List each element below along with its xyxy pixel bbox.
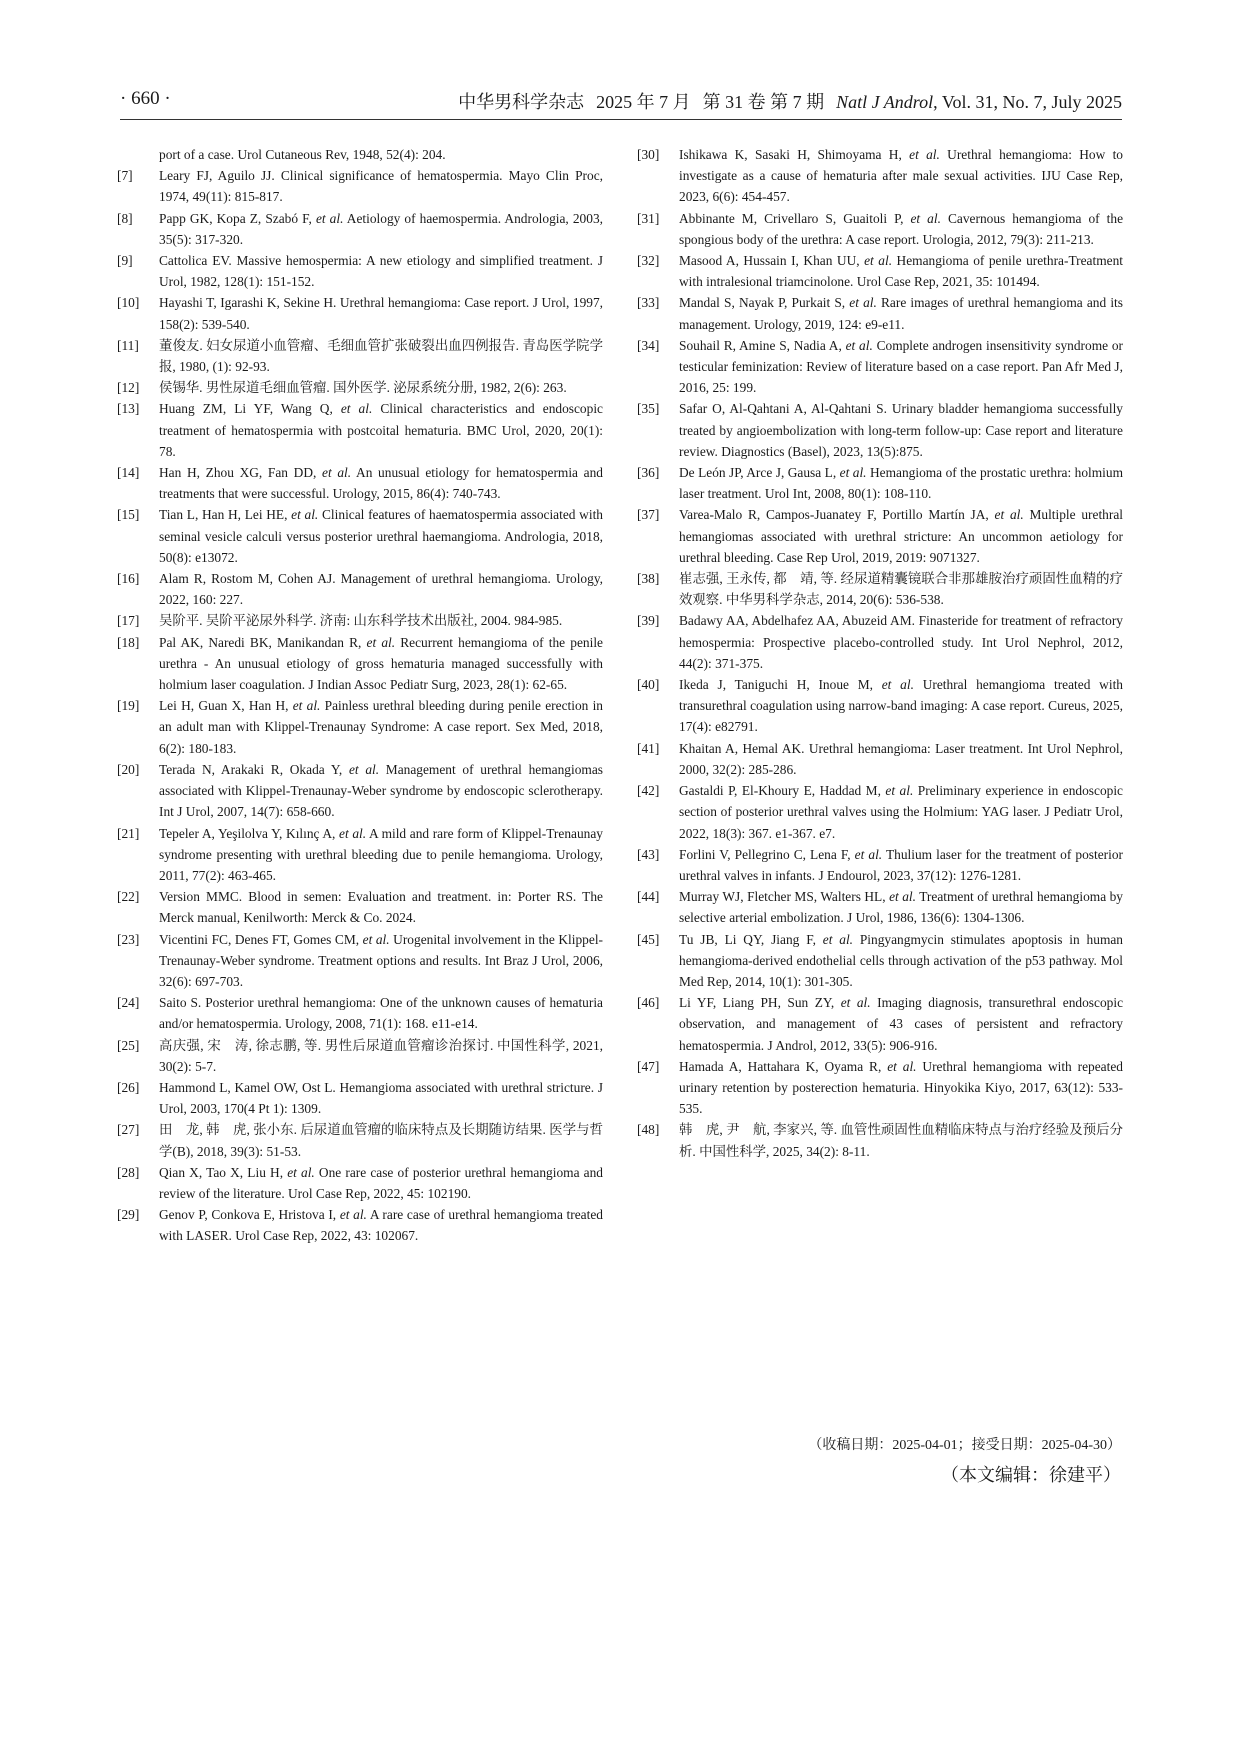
reference-number: [44]: [637, 889, 660, 905]
reference-number: [27]: [117, 1122, 140, 1138]
reference-text: Vicentini FC, Denes FT, Gomes CM, et al. Urogenital involvement in the Klippel-Trenaunay-Weber syndrome. Treatment options and results. Int Braz J Urol, 2006, 32(6): 697-703.: [159, 931, 603, 989]
journal-title-en: Natl J Androl: [836, 92, 934, 112]
reference-item: [117, 695, 604, 759]
reference-item: [637, 886, 1123, 928]
reference-item: [117, 250, 603, 292]
reference-item: [637, 335, 1123, 399]
reference-item: [117, 292, 603, 334]
reference-item: [637, 568, 1123, 610]
reference-text: Forlini V, Pellegrino C, Lena F, et al. Thulium laser for the treatment of posterior urethral valves in infants. J Endourol, 2023, 37(12): 1276-1281.: [679, 846, 1123, 883]
journal-title-cn: 中华男科学杂志: [458, 92, 585, 112]
reference-number: [11]: [117, 337, 139, 353]
reference-number: [9]: [117, 253, 133, 269]
reference-number: [31]: [637, 210, 660, 226]
reference-text: 侯锡华. 男性尿道毛细血管瘤. 国外医学. 泌尿系统分册, 1982, 2(6): 263.: [159, 380, 567, 396]
reference-number: [15]: [117, 507, 140, 523]
reference-text: Lei H, Guan X, Han H, et al. Painless urethral bleeding during penile erection in an adult man with Klippel-Trenaunay Syndrome: A case report. Sex Med, 2018, 6(2): 180-183.: [159, 698, 604, 756]
reference-number: [33]: [637, 295, 660, 311]
reference-text: Leary FJ, Aguilo JJ. Clinical significance of hematospermia. Mayo Clin Proc, 1974, 49(11): 815-817.: [159, 168, 603, 205]
reference-item: [117, 1077, 603, 1119]
reference-item: [117, 610, 603, 631]
reference-number: [45]: [637, 931, 660, 947]
reference-number: [25]: [117, 1037, 140, 1053]
reference-text: Version MMC. Blood in semen: Evaluation and treatment. in: Porter RS. The Merck manual, Kenilworth: Merck & Co. 2024.: [159, 889, 603, 926]
header-rule: [120, 119, 1122, 120]
reference-text: Li YF, Liang PH, Sun ZY, et al. Imaging diagnosis, transurethral endoscopic observation, and management of 43 cases of persistent and refractory hematospermia. J Androl, 2012, 33(5): 906-916.: [679, 995, 1124, 1053]
reference-item: [117, 823, 603, 887]
reference-number: [30]: [637, 147, 660, 162]
reference-item: [637, 398, 1123, 462]
reference-number: [39]: [637, 613, 660, 629]
reference-text: Abbinante M, Crivellaro S, Guaitoli P, et al. Cavernous hemangioma of the spongious body of the urethra: A case report. Urologia, 2012, 79(3): 211-213.: [679, 210, 1124, 247]
reference-number: [41]: [637, 740, 660, 756]
reference-number: [18]: [117, 634, 140, 650]
reference-text: Badawy AA, Abdelhafez AA, Abuzeid AM. Finasteride for treatment of refractory hemospermia: Prospective placebo-controlled study. Int Urol Nephrol, 2012, 44(2): 371-375.: [679, 613, 1123, 671]
reference-item: [117, 208, 603, 250]
reference-text: Ishikawa K, Sasaki H, Shimoyama H, et al. Urethral hemangioma: How to investigate as a cause of hematuria after male sexual activities. IJU Case Rep, 2023, 6(6): 454-457.: [679, 147, 1123, 205]
reference-text: Ikeda J, Taniguchi H, Inoue M, et al. Urethral hemangioma treated with transurethral coagulation using narrow-band imaging: A case report. Cureus, 2025, 17(4): e82791.: [679, 677, 1123, 735]
volume-cn: 第 31 卷 第 7 期: [702, 92, 825, 112]
reference-item: [117, 632, 603, 696]
reference-text: Cattolica EV. Massive hemospermia: A new etiology and simplified treatment. J Urol, 1982, 128(1): 151-152.: [159, 253, 603, 290]
reference-text: De León JP, Arce J, Gausa L, et al. Hemangioma of the prostatic urethra: holmium laser treatment. Urol Int, 2008, 80(1): 108-110.: [679, 465, 1123, 502]
references-right-column: [637, 144, 1124, 1162]
reference-number: [38]: [637, 571, 660, 587]
reference-number: [28]: [117, 1164, 140, 1180]
reference-item: [117, 335, 603, 377]
reference-item: [117, 398, 603, 462]
reference-number: [22]: [117, 889, 140, 905]
reference-item: [637, 144, 1123, 208]
reference-number: [40]: [637, 677, 660, 693]
reference-number: [17]: [117, 613, 140, 629]
reference-number: [26]: [117, 1079, 140, 1095]
reference-text: 田 龙, 韩 虎, 张小东. 后尿道血管瘤的临床特点及长期随访结果. 医学与哲学(B), 2018, 39(3): 51-53.: [159, 1122, 603, 1159]
reference-item: [637, 780, 1123, 844]
page-header: [120, 86, 1122, 114]
reference-text: Mandal S, Nayak P, Purkait S, et al. Rare images of urethral hemangioma and its management. Urology, 2019, 124: e9-e11.: [679, 295, 1123, 332]
reference-number: [10]: [117, 295, 140, 311]
reference-number: [13]: [117, 401, 140, 417]
reference-item: [117, 1204, 603, 1246]
reference-text: 吴阶平. 吴阶平泌尿外科学. 济南: 山东科学技术出版社, 2004. 984-985.: [159, 613, 563, 629]
reference-text: Hammond L, Kamel OW, Ost L. Hemangioma associated with urethral stricture. J Urol, 2003, 170(4 Pt 1): 1309.: [159, 1079, 603, 1117]
reference-item: [117, 1162, 603, 1204]
running-head: [458, 88, 1122, 114]
reference-text: 崔志强, 王永传, 都 靖, 等. 经尿道精囊镜联合非那雄胺治疗顽固性血精的疗效观察. 中华男科学杂志, 2014, 20(6): 536-538.: [679, 571, 1123, 608]
reference-item: [637, 292, 1123, 334]
reference-number: [12]: [117, 380, 140, 396]
reference-text: 韩 虎, 尹 航, 李家兴, 等. 血管性顽固性血精临床特点与治疗经验及预后分析. 中国性科学, 2025, 34(2): 8-11.: [679, 1122, 1123, 1159]
reference-number: [43]: [637, 846, 660, 862]
reference-item: [117, 1035, 603, 1077]
reference-item: [117, 886, 603, 928]
reference-text: 高庆强, 宋 涛, 徐志鹏, 等. 男性后尿道血管瘤诊治探讨. 中国性科学, 2021, 30(2): 5-7.: [159, 1037, 603, 1074]
reference-number: [14]: [117, 465, 140, 481]
reference-number: [48]: [637, 1122, 660, 1138]
reference-text: Safar O, Al-Qahtani A, Al-Qahtani S. Urinary bladder hemangioma successfully treated by angioembolization with long-term follow-up: Case report and literature review. Diagnostics (Basel), 2023, 13(5):875.: [679, 401, 1123, 459]
reference-number: [42]: [637, 783, 660, 799]
editor-credit: （本文编辑：徐建平）: [941, 1465, 1121, 1485]
reference-continued: port of a case. Urol Cutaneous Rev, 1948, 52(4): 204.: [159, 147, 446, 162]
reference-number: [34]: [637, 337, 660, 353]
reference-text: Khaitan A, Hemal AK. Urethral hemangioma: Laser treatment. Int Urol Nephrol, 2000, 32(2): 285-286.: [679, 740, 1123, 777]
reference-item: [637, 929, 1123, 993]
reference-number: [37]: [637, 507, 660, 523]
reference-item: [117, 759, 603, 823]
reference-item: [117, 165, 603, 207]
reference-item: [637, 674, 1123, 738]
reference-text: Hamada A, Hattahara K, Oyama R, et al. Urethral hemangioma with repeated urinary retention by posterection hematuria. Hinyokika Kiyo, 2017, 63(12): 533-535.: [679, 1058, 1123, 1117]
reference-number: [19]: [117, 698, 140, 714]
reference-text: Tu JB, Li QY, Jiang F, et al. Pingyangmycin stimulates apoptosis in human hemangioma-derived endothelial cells through activation of the p53 pathway. Mol Med Rep, 2014, 10(1): 301-305.: [679, 931, 1123, 989]
reference-item: [637, 992, 1124, 1056]
reference-item: [637, 610, 1123, 674]
article-footer: [808, 1434, 1121, 1490]
reference-text: Terada N, Arakaki R, Okada Y, et al. Management of urethral hemangiomas associated with Klippel-Trenaunay-Weber syndrome by endoscopic sclerotherapy. Int J Urol, 2007, 14(7): 658-660.: [159, 761, 603, 820]
reference-text: Han H, Zhou XG, Fan DD, et al. An unusual etiology for hematospermia and treatments that were successful. Urology, 2015, 86(4): 740-743.: [159, 465, 603, 502]
received-accepted-dates: （收稿日期：2025-04-01；接受日期：2025-04-30）: [808, 1438, 1121, 1453]
reference-text: Saito S. Posterior urethral hemangioma: One of the unknown causes of hematuria and/or hematospermia. Urology, 2008, 71(1): 168. e11-e14.: [159, 995, 603, 1032]
reference-number: [47]: [637, 1058, 660, 1074]
reference-number: [23]: [117, 931, 140, 947]
reference-text: Tian L, Han H, Lei HE, et al. Clinical features of haematospermia associated with seminal vesicle calculi versus posterior urethral haemangioma. Andrologia, 2018, 50(8): e13072.: [159, 507, 603, 565]
reference-number: [8]: [117, 210, 133, 226]
reference-number: [29]: [117, 1207, 140, 1223]
reference-text: Alam R, Rostom M, Cohen AJ. Management of urethral hemangioma. Urology, 2022, 160: 227.: [159, 571, 603, 608]
reference-item: [637, 1056, 1123, 1120]
reference-item: [117, 377, 603, 398]
reference-text: Gastaldi P, El-Khoury E, Haddad M, et al. Preliminary experience in endoscopic section of posterior urethral valves using the Holmium: YAG laser. J Pediatr Urol, 2022, 18(3): 367. e1-367. e7.: [679, 783, 1123, 841]
reference-item: [117, 929, 603, 993]
reference-text: Pal AK, Naredi BK, Manikandan R, et al. Recurrent hemangioma of the penile urethra - An unusual etiology of gross hematuria managed successfully with holmium laser coagulation. J Indian Assoc Pediatr Surg, 2023, 28(1): 62-65.: [159, 634, 603, 693]
reference-text: Papp GK, Kopa Z, Szabó F, et al. Aetiology of haemospermia. Andrologia, 2003, 35(5): 317-320.: [159, 210, 603, 247]
reference-number: [16]: [117, 571, 140, 587]
reference-item: [117, 462, 603, 504]
reference-item: [637, 208, 1124, 250]
reference-item: [637, 504, 1123, 568]
reference-item: [637, 250, 1123, 292]
reference-number: [20]: [117, 761, 140, 777]
reference-number: [24]: [117, 995, 140, 1011]
reference-text: Genov P, Conkova E, Hristova I, et al. A rare case of urethral hemangioma treated with LASER. Urol Case Rep, 2022, 43: 102067.: [159, 1207, 603, 1244]
reference-item: [117, 992, 603, 1034]
volume-en: , Vol. 31, No. 7, July 2025: [933, 92, 1122, 112]
reference-text: Qian X, Tao X, Liu H, et al. One rare case of posterior urethral hemangioma and review of the literature. Urol Case Rep, 2022, 45: 102190.: [159, 1164, 603, 1201]
references-left-column: [117, 144, 604, 1247]
issue-date-cn: 2025 年 7 月: [596, 92, 691, 112]
reference-text: Huang ZM, Li YF, Wang Q, et al. Clinical characteristics and endoscopic treatment of hematospermia with postcoital hematuria. BMC Urol, 2020, 20(1): 78.: [159, 401, 603, 459]
reference-number: [36]: [637, 465, 660, 481]
reference-item: [117, 504, 603, 568]
reference-number: [7]: [117, 168, 133, 184]
reference-number: [32]: [637, 253, 660, 269]
reference-item: [637, 844, 1123, 886]
reference-text: Murray WJ, Fletcher MS, Walters HL, et al. Treatment of urethral hemangioma by selective arterial embolization. J Urol, 1986, 136(6): 1304-1306.: [679, 889, 1123, 926]
reference-item: [117, 568, 603, 610]
reference-item: [637, 738, 1123, 780]
reference-text: 董俊友. 妇女尿道小血管瘤、毛细血管扩张破裂出血四例报告. 青岛医学院学报, 1980, (1): 92-93.: [159, 337, 603, 375]
reference-text: Masood A, Hussain I, Khan UU, et al. Hemangioma of penile urethra-Treatment with intralesional triamcinolone. Urol Case Rep, 2021, 35: 101494.: [679, 253, 1123, 290]
reference-item: [117, 1119, 603, 1161]
reference-text: Tepeler A, Yeşilolva Y, Kılınç A, et al. A mild and rare form of Klippel-Trenaunay syndrome presenting with urethral bleeding due to penile hemangioma. Urology, 2011, 77(2): 463-465.: [159, 825, 603, 883]
reference-item: [637, 462, 1123, 504]
reference-text: Souhail R, Amine S, Nadia A, et al. Complete androgen insensitivity syndrome or testicular feminization: Review of literature based on a case report. Pan Afr Med J, 2016, 25: 199.: [679, 337, 1123, 396]
reference-text: Varea-Malo R, Campos-Juanatey F, Portillo Martín JA, et al. Multiple urethral hemangiomas associated with urethral stricture: An uncommon aetiology for urethral bleeding. Case Rep Urol, 2019, 2019: 9071327.: [679, 507, 1123, 565]
reference-number: [46]: [637, 995, 660, 1011]
reference-number: [21]: [117, 825, 140, 841]
reference-text: Hayashi T, Igarashi K, Sekine H. Urethral hemangioma: Case report. J Urol, 1997, 158(2): 539-540.: [159, 295, 603, 332]
reference-number: [35]: [637, 401, 660, 417]
page-number: · 660 ·: [120, 88, 171, 109]
reference-item: [637, 1119, 1123, 1161]
